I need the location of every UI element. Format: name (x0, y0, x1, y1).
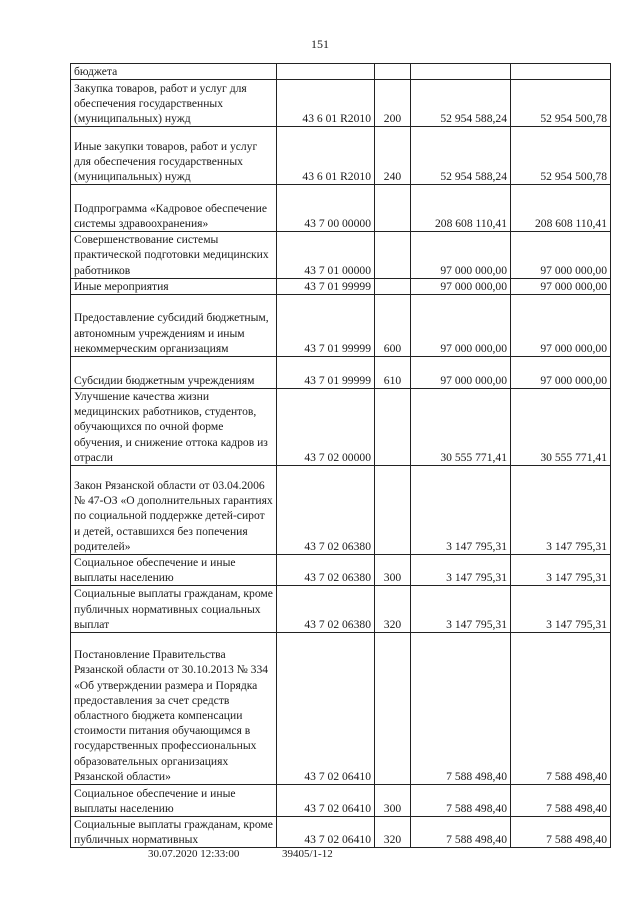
row-name: Социальное обеспечение и иные выплаты населению (71, 555, 277, 586)
budget-table-body (71, 64, 611, 848)
table-row (71, 817, 611, 848)
page-number: 151 (311, 37, 329, 51)
table-row (71, 357, 611, 389)
row-code: 43 7 01 00000 (277, 232, 375, 279)
row-sum-1: 3 147 795,31 (411, 586, 511, 633)
row-code: 43 7 02 06410 (277, 785, 375, 817)
row-sum-2: 7 588 498,40 (511, 817, 611, 848)
row-sum-1: 7 588 498,40 (411, 633, 511, 785)
row-sum-2: 7 588 498,40 (511, 785, 611, 817)
row-expense-type (375, 633, 411, 785)
row-code: 43 6 01 R2010 (277, 80, 375, 127)
row-name: Подпрограмма «Кадровое обеспечение системы здравоохранения» (71, 185, 277, 232)
row-sum-1: 7 588 498,40 (411, 817, 511, 848)
row-sum-2: 208 608 110,41 (511, 185, 611, 232)
row-name: бюджета (71, 64, 277, 80)
row-sum-2: 97 000 000,00 (511, 357, 611, 389)
row-name: Закон Рязанской области от 03.04.2006 № 47-ОЗ «О дополнительных гарантиях по социальной поддержке детей-сирот и детей, оставшихся без попечения родителей» (71, 466, 277, 555)
row-code: 43 7 02 06410 (277, 633, 375, 785)
table-row (71, 555, 611, 586)
row-code: 43 7 02 06380 (277, 586, 375, 633)
row-name: Социальные выплаты гражданам, кроме публичных нормативных (71, 817, 277, 848)
table-row (71, 389, 611, 466)
row-sum-1: 3 147 795,31 (411, 555, 511, 586)
row-sum-2 (511, 64, 611, 80)
row-name: Иные мероприятия (71, 278, 277, 294)
row-expense-type: 200 (375, 80, 411, 127)
footer-doc-number: 39405/1-12 (282, 848, 333, 860)
row-expense-type: 320 (375, 817, 411, 848)
row-sum-1: 52 954 588,24 (411, 127, 511, 185)
row-sum-1: 3 147 795,31 (411, 466, 511, 555)
row-expense-type: 300 (375, 785, 411, 817)
row-sum-1: 208 608 110,41 (411, 185, 511, 232)
table-row (71, 785, 611, 817)
row-name: Субсидии бюджетным учреждениям (71, 357, 277, 389)
row-code: 43 7 02 06380 (277, 466, 375, 555)
row-sum-1: 7 588 498,40 (411, 785, 511, 817)
table-row (71, 633, 611, 785)
row-code: 43 7 01 99999 (277, 357, 375, 389)
row-sum-2: 97 000 000,00 (511, 295, 611, 357)
row-code: 43 7 02 00000 (277, 389, 375, 466)
row-expense-type (375, 466, 411, 555)
row-name: Улучшение качества жизни медицинских работников, студентов, обучающихся по очной форме обучения, и снижение оттока кадров из отрасли (71, 389, 277, 466)
row-sum-2: 3 147 795,31 (511, 586, 611, 633)
table-row (71, 586, 611, 633)
footer-datetime: 30.07.2020 12:33:00 (148, 848, 240, 860)
table-row (71, 80, 611, 127)
row-expense-type (375, 185, 411, 232)
row-sum-1: 30 555 771,41 (411, 389, 511, 466)
row-sum-2: 3 147 795,31 (511, 466, 611, 555)
row-sum-1: 97 000 000,00 (411, 295, 511, 357)
row-expense-type: 300 (375, 555, 411, 586)
row-sum-2: 7 588 498,40 (511, 633, 611, 785)
row-expense-type (375, 278, 411, 294)
row-code: 43 6 01 R2010 (277, 127, 375, 185)
row-sum-1: 52 954 588,24 (411, 80, 511, 127)
row-name: Иные закупки товаров, работ и услуг для обеспечения государственных (муниципальных) нужд (71, 127, 277, 185)
table-row (71, 295, 611, 357)
row-expense-type: 600 (375, 295, 411, 357)
row-code (277, 64, 375, 80)
table-row (71, 466, 611, 555)
row-sum-1: 97 000 000,00 (411, 357, 511, 389)
row-expense-type: 610 (375, 357, 411, 389)
row-code: 43 7 02 06410 (277, 817, 375, 848)
row-code: 43 7 00 00000 (277, 185, 375, 232)
row-sum-1: 97 000 000,00 (411, 278, 511, 294)
row-expense-type: 320 (375, 586, 411, 633)
row-sum-2: 3 147 795,31 (511, 555, 611, 586)
row-sum-1: 97 000 000,00 (411, 232, 511, 279)
row-sum-2: 52 954 500,78 (511, 80, 611, 127)
row-name: Предоставление субсидий бюджетным, автономным учреждениям и иным некоммерческим организациям (71, 295, 277, 357)
row-expense-type (375, 64, 411, 80)
row-sum-1 (411, 64, 511, 80)
row-name: Закупка товаров, работ и услуг для обеспечения государственных (муниципальных) нужд (71, 80, 277, 127)
row-code: 43 7 01 99999 (277, 295, 375, 357)
row-expense-type: 240 (375, 127, 411, 185)
row-name: Постановление Правительства Рязанской области от 30.10.2013 № 334 «Об утверждении размера и Порядка предоставления за счет средств областного бюджета компенсации стоимости питания обучающимся в государственных профессиональных образовательных организациях Рязанской области» (71, 633, 277, 785)
row-name: Социальные выплаты гражданам, кроме публичных нормативных социальных выплат (71, 586, 277, 633)
row-expense-type (375, 389, 411, 466)
table-row (71, 185, 611, 232)
row-code: 43 7 02 06380 (277, 555, 375, 586)
table-row (71, 64, 611, 80)
row-expense-type (375, 232, 411, 279)
table-row (71, 232, 611, 279)
row-sum-2: 97 000 000,00 (511, 232, 611, 279)
row-sum-2: 52 954 500,78 (511, 127, 611, 185)
row-sum-2: 30 555 771,41 (511, 389, 611, 466)
row-sum-2: 97 000 000,00 (511, 278, 611, 294)
row-name: Совершенствование системы практической подготовки медицинских работников (71, 232, 277, 279)
table-row (71, 127, 611, 185)
budget-table (70, 63, 611, 848)
row-code: 43 7 01 99999 (277, 278, 375, 294)
row-name: Социальное обеспечение и иные выплаты населению (71, 785, 277, 817)
table-row (71, 278, 611, 294)
